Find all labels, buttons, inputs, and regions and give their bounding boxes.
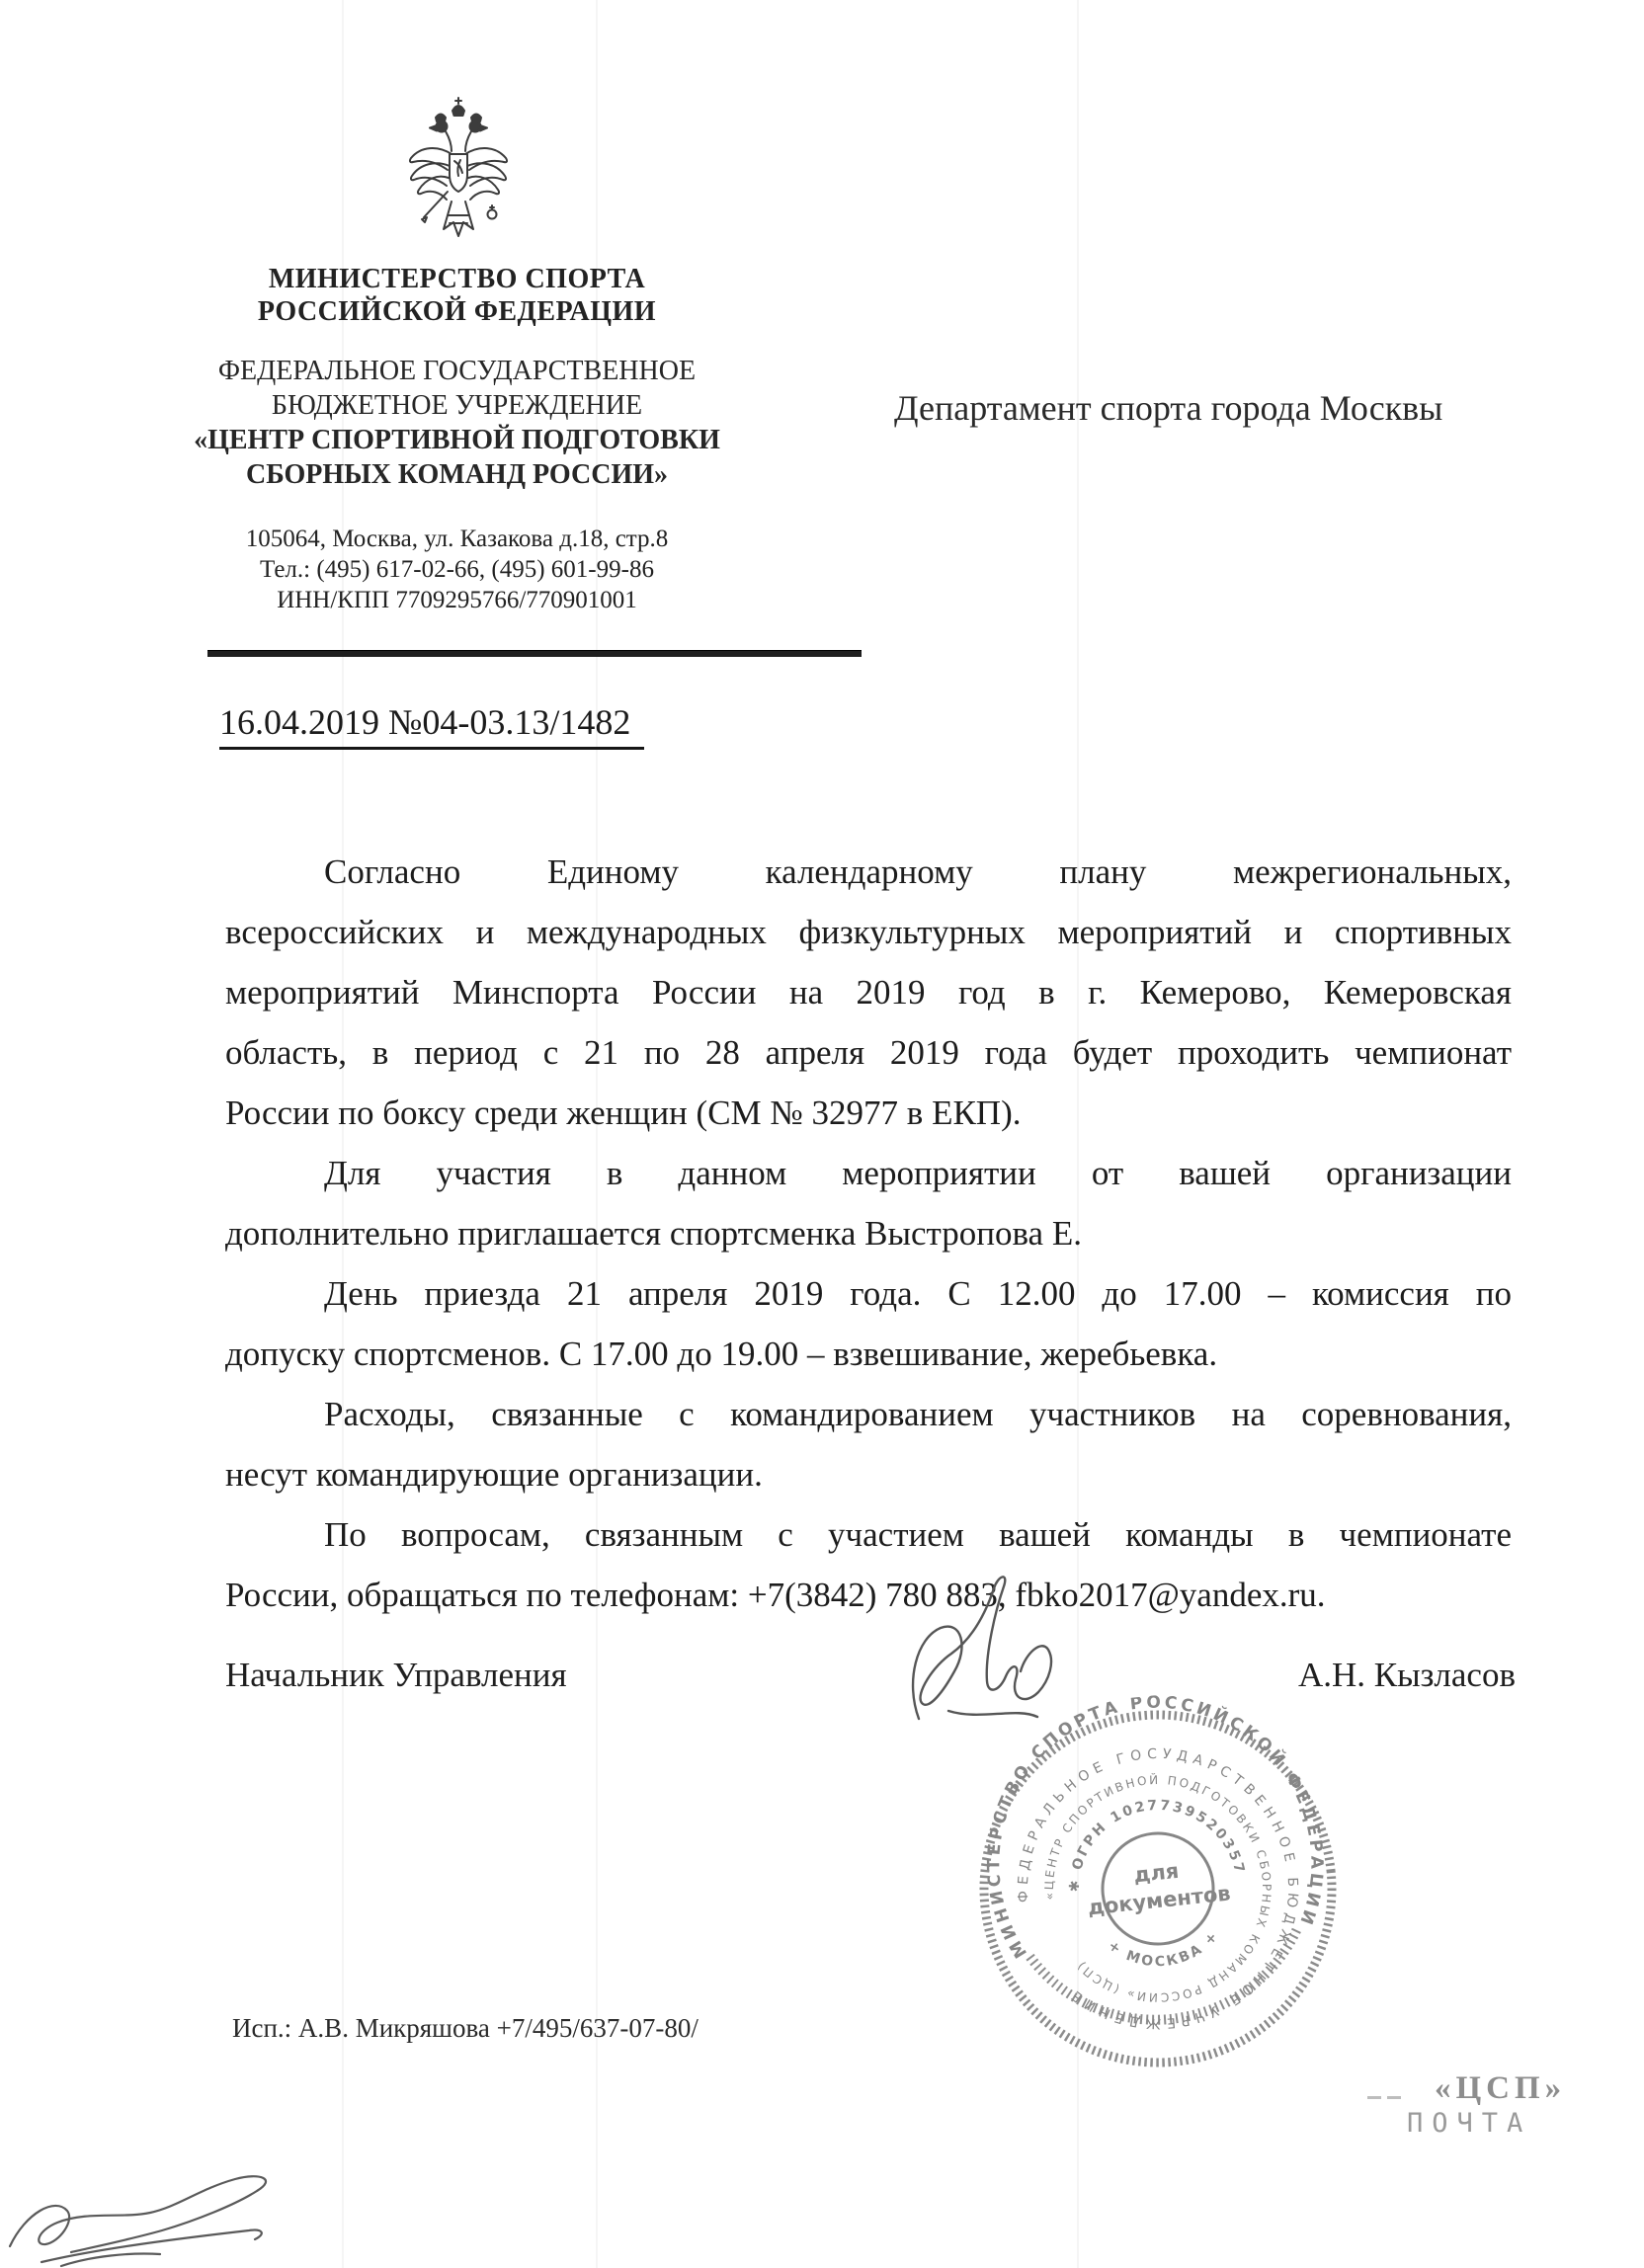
letterhead-divider: [207, 650, 862, 657]
body-line: допуску спортсменов. С 17.00 до 19.00 – взвешивание, жеребьевка.: [225, 1335, 1218, 1373]
org-name-line4: СБОРНЫХ КОМАНД РОССИИ»: [245, 459, 669, 490]
body-line: Для участия в данном мероприятии от вашей организации: [324, 1154, 1512, 1192]
body-line: По вопросам, связанным с участием вашей команды в чемпионате: [324, 1515, 1512, 1554]
signer-position: Начальник Управления: [225, 1656, 567, 1694]
stamp-ring-institution: ФЕДЕРАЛЬНОЕ ГОСУДАРСТВЕННОЕ БЮДЖЕТНОЕ УЧРЕЖДЕНИЕ: [1015, 1745, 1301, 2032]
body-line: всероссийских и международных физкультурных мероприятий и спортивных: [225, 913, 1512, 951]
executor-line: Исп.: А.В. Микряшова +7/495/637-07-80/: [232, 2013, 699, 2043]
contact-block: [178, 524, 736, 615]
svg-text:+ МОСКВА +: [1104, 1926, 1225, 1976]
body-line: России по боксу среди женщин (СМ № 32977 в ЕКП).: [225, 1094, 1022, 1132]
signer-name: А.Н. Кызласов: [1297, 1656, 1516, 1694]
stamp-ring-center-name: «ЦЕНТР СПОРТИВНОЙ ПОДГОТОВКИ СБОРНЫХ КОМАНД РОССИИ» (ЦСП): [1041, 1772, 1274, 2005]
inn-kpp: ИНН/КПП 7709295766/770901001: [277, 587, 637, 613]
russia-coat-of-arms-icon: [403, 95, 514, 259]
postmark-smudge: [1367, 2088, 1419, 2098]
stamp-center-line1: для: [1132, 1858, 1181, 1888]
org-name-line1: ФЕДЕРАЛЬНОЕ ГОСУДАРСТВЕННОЕ: [217, 356, 697, 386]
body-line: дополнительно приглашается спортсменка Выстропова Е.: [225, 1214, 1082, 1253]
body-line: России, обращаться по телефонам: +7(3842) 780 883, fbko2017@yandex.ru.: [225, 1576, 1326, 1614]
ministry-name: [178, 263, 736, 328]
letter-body: [225, 842, 1512, 1625]
stamp-center-line2: документов: [1086, 1881, 1232, 1920]
postal-address: 105064, Москва, ул. Казакова д.18, стр.8: [245, 526, 669, 552]
org-name-line3: «ЦЕНТР СПОРТИВНОЙ ПОДГОТОВКИ: [194, 425, 720, 455]
postmark-org: «ЦСП»: [1435, 2070, 1567, 2106]
org-name-line2: БЮДЖЕТНОЕ УЧРЕЖДЕНИЕ: [271, 390, 643, 421]
body-line: Расходы, связанные с командированием участников на соревнования,: [324, 1395, 1512, 1433]
body-line: Согласно Единому календарному плану межрегиональных,: [324, 852, 1512, 891]
stamp-city: + МОСКВА +: [1105, 1927, 1223, 1971]
phone-numbers: Тел.: (495) 617-02-66, (495) 601-99-86: [260, 556, 654, 583]
stamp-ogrn: ✱ ОГРН 1027739520357: [1066, 1797, 1248, 1893]
organization-name: [178, 354, 736, 492]
body-line: несут командирующие организации.: [225, 1455, 763, 1494]
body-line: область, в период с 21 по 28 апреля 2019 года будет проходить чемпионат: [225, 1033, 1512, 1072]
official-round-stamp: [951, 1677, 1365, 2100]
body-line: День приезда 21 апреля 2019 года. С 12.00 до 17.00 – комиссия по: [324, 1274, 1512, 1313]
body-line: мероприятий Минспорта России на 2019 год в г. Кемерово, Кемеровская: [225, 973, 1512, 1012]
ministry-name-line1: МИНИСТЕРСТВО СПОРТА: [268, 264, 646, 294]
date-and-number: 16.04.2019 №04-03.13/1482: [219, 701, 644, 750]
handwritten-signature-bottom: [2, 2169, 298, 2268]
stamp-ring-ministry: МИНИСТЕРСТВО СПОРТА РОССИЙСКОЙ ФЕДЕРАЦИИ: [984, 1692, 1327, 1962]
postmark-label: ПОЧТА: [1407, 2108, 1532, 2139]
recipient: Департамент спорта города Москвы: [894, 388, 1443, 428]
ministry-name-line2: РОССИЙСКОЙ ФЕДЕРАЦИИ: [257, 296, 657, 327]
